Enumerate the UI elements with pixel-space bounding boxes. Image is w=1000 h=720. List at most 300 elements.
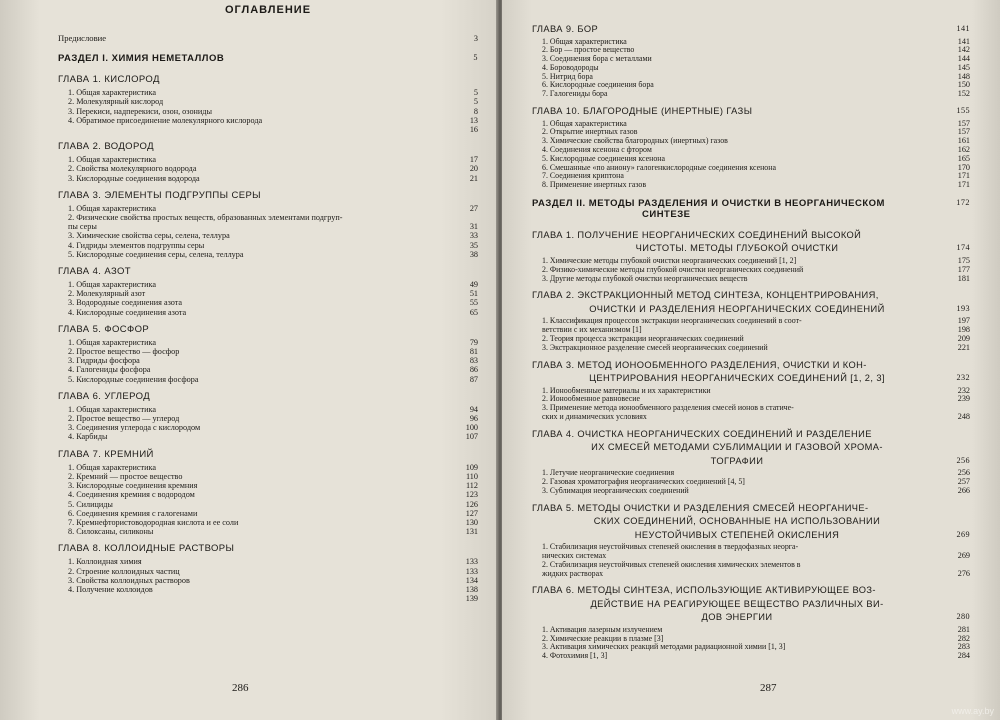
section-title	[58, 53, 478, 64]
section-2-page: 172	[956, 197, 970, 207]
toc-entry-label: 5. Силициды	[68, 499, 113, 509]
toc-entry-page: 133	[465, 557, 478, 567]
toc-entry-page: 198	[957, 325, 970, 335]
toc-entry-label: 2. Бор — простое вещество	[542, 46, 635, 55]
toc-entry-page: 65	[469, 307, 478, 317]
chapter-title	[532, 429, 970, 440]
chapter-title-text: ЦЕНТРИРОВАНИЯ НЕОРГАНИЧЕСКИХ СОЕДИНЕНИЙ [1, 2, 3]	[589, 373, 885, 384]
toc-entry	[58, 356, 478, 365]
toc-entry-label: 1. Классификация процессов экстракции неорганических соединений в соот-	[542, 317, 802, 326]
toc-entry	[532, 55, 970, 64]
toc-entry-page: 152	[957, 89, 970, 99]
toc-entry	[532, 570, 970, 579]
toc-entry	[58, 414, 478, 423]
toc-entry	[532, 266, 970, 275]
chapter-title-text: ГЛАВА 6. МЕТОДЫ СИНТЕЗА, ИСПОЛЬЗУЮЩИЕ АКТИВИРУЮЩЕЕ ВОЗ-	[532, 585, 876, 596]
section-title-2	[532, 198, 970, 220]
toc-entry-label: 2. Химические реакции в плазме [3]	[542, 634, 664, 643]
chapter-title-text: ГЛАВА 9. БОР	[532, 24, 599, 34]
toc-entry-page: 171	[957, 180, 970, 190]
toc-entry-label: 7. Галогениды бора	[542, 90, 608, 99]
toc-entry	[532, 181, 970, 190]
toc-entry-label: 4. Кислородные соединения азота	[68, 307, 187, 317]
toc-entry	[58, 250, 478, 259]
toc-entry-page: 145	[957, 62, 970, 72]
toc-entry-page: 87	[469, 374, 478, 384]
chapter-title	[532, 456, 970, 467]
toc-entry	[58, 481, 478, 490]
toc-entry-page: 94	[469, 404, 478, 414]
chapter-title-text: ДЕЙСТВИЕ НА РЕАГИРУЮЩЕЕ ВЕЩЕСТВО РАЗЛИЧНЫХ ВИ-	[590, 598, 884, 609]
right-chapter-list-b	[532, 230, 970, 661]
chapter-title	[58, 543, 478, 554]
toc-entry	[532, 164, 970, 173]
toc-entry	[532, 626, 970, 635]
toc-entry	[532, 413, 970, 422]
toc-entry	[532, 257, 970, 266]
toc-entry-page: 20	[469, 164, 478, 174]
chapter-title-text: ГЛАВА 6. УГЛЕРОД	[58, 390, 151, 402]
preface-label: Предисловие	[58, 34, 107, 43]
chapter-title	[532, 599, 970, 610]
toc-entry-label: 6. Смешанные «по аниону» галогенкислородные соединения ксенона	[542, 163, 776, 172]
toc-entry-page: 138	[465, 584, 478, 594]
toc-entry-label: 1. Общая характеристика	[542, 119, 627, 128]
toc-entry-label: 2. Стабилизация неустойчивых степеней окисления химических элементов в	[542, 560, 801, 569]
chapter-title	[532, 612, 970, 623]
toc-entry	[58, 88, 478, 97]
toc-entry	[532, 46, 970, 55]
chapter-title-text: ГЛАВА 5. ФОСФОР	[58, 323, 150, 335]
chapter-title	[58, 190, 478, 201]
toc-entry-page: 170	[957, 162, 970, 172]
left-page	[0, 0, 498, 720]
chapter-page: 280	[956, 612, 970, 622]
toc-entry-label: 2. Газовая хроматография неорганических соединений [4, 5]	[542, 478, 745, 487]
chapter-title	[532, 503, 970, 514]
toc-entry	[58, 241, 478, 250]
toc-entry	[532, 487, 970, 496]
toc-entry-label: 8. Применение инертных газов	[542, 181, 647, 190]
right-page	[502, 0, 1000, 720]
toc-entry-label: 1. Ионообменные материалы и их характеристики	[542, 386, 711, 395]
toc-entry	[58, 116, 478, 125]
toc-entry-label: 4. Бороводороды	[542, 63, 599, 72]
toc-entry	[532, 73, 970, 82]
toc-entry-page: 239	[957, 394, 970, 404]
toc-entry-label: 1. Общая характеристика	[542, 37, 627, 46]
chapter-title	[532, 442, 970, 453]
toc-entry	[58, 576, 478, 585]
toc-entry-label: 1. Активация лазерным излучением	[542, 625, 663, 634]
chapter-title	[532, 530, 970, 541]
toc-entry	[532, 404, 970, 413]
toc-entry	[58, 125, 478, 134]
toc-entry-label: 3. Соединения углерода с кислородом	[68, 423, 201, 433]
chapter-title	[58, 266, 478, 277]
watermark: www.ay.by	[951, 706, 994, 716]
toc-entry-page: 162	[957, 144, 970, 154]
toc-entry-label: 1. Общая характеристика	[68, 462, 157, 472]
left-chapter	[58, 543, 478, 603]
toc-entry-label: 3. Химические свойства серы, селена, теллура	[68, 231, 230, 241]
toc-entry-page: 283	[957, 642, 970, 652]
toc-entry	[58, 298, 478, 307]
toc-entry	[532, 90, 970, 99]
toc-entry-page: 165	[957, 153, 970, 163]
toc-entry-label: нических системах	[542, 551, 607, 560]
toc-entry-page: 133	[465, 566, 478, 576]
toc-entry	[532, 172, 970, 181]
toc-entry	[58, 500, 478, 509]
toc-entry	[58, 280, 478, 289]
toc-entry-label: 1. Коллоидная химия	[68, 557, 142, 567]
toc-entry	[58, 432, 478, 441]
toc-entry-page: 110	[466, 471, 478, 481]
chapter-title-text: ГЛАВА 10. БЛАГОРОДНЫЕ (ИНЕРТНЫЕ) ГАЗЫ	[532, 106, 753, 117]
toc-entry-page: 16	[469, 125, 478, 135]
right-a-chapter	[532, 24, 970, 99]
toc-entry-page: 79	[469, 337, 478, 347]
chapter-title-text: ИХ СМЕСЕЙ МЕТОДАМИ СУБЛИМАЦИИ И ГАЗОВОЙ ХРОМА-	[591, 442, 883, 453]
section-page: 5	[473, 53, 478, 63]
toc-entry-page: 181	[957, 273, 970, 283]
toc-entry-page: 266	[957, 485, 970, 495]
toc-entry	[532, 128, 970, 137]
toc-entry-label: 2. Молекулярный азот	[68, 289, 146, 299]
toc-entry-label: 4. Карбиды	[68, 432, 108, 442]
chapter-title	[58, 74, 478, 85]
toc-entry-page: 276	[957, 568, 970, 578]
toc-entry	[532, 478, 970, 487]
toc-entry-page: 100	[465, 423, 478, 433]
chapter-title-text: СКИХ СОЕДИНЕНИЙ, ОСНОВАННЫЕ НА ИСПОЛЬЗОВАНИИ	[593, 516, 881, 527]
chapter-title-text: ГЛАВА 3. ЭЛЕМЕНТЫ ПОДГРУППЫ СЕРЫ	[58, 189, 261, 201]
toc-entry	[58, 463, 478, 472]
chapter-title-text: ОЧИСТКИ И РАЗДЕЛЕНИЯ НЕОРГАНИЧЕСКИХ СОЕДИНЕНИЙ	[589, 303, 885, 314]
toc-entry-label: 4. Соединения ксенона с фтором	[542, 145, 652, 154]
toc-entry-label: 2. Простое вещество — фосфор	[68, 347, 180, 357]
toc-entry-page: 109	[465, 462, 478, 472]
chapter-title	[532, 243, 970, 254]
toc-entry	[532, 469, 970, 478]
toc-entry	[58, 518, 478, 527]
toc-entry	[58, 97, 478, 106]
chapter-title	[532, 585, 970, 596]
toc-entry-page: 282	[957, 633, 970, 643]
chapter-page: 269	[956, 529, 970, 539]
toc-entry-page: 130	[465, 517, 478, 527]
chapter-title-text: ГЛАВА 1. ПОЛУЧЕНИЕ НЕОРГАНИЧЕСКИХ СОЕДИНЕНИЙ ВЫСОКОЙ	[532, 229, 862, 240]
chapter-page: 174	[956, 243, 970, 253]
toc-entry-label: 4. Обратимое присоединение молекулярного кислорода	[68, 115, 263, 125]
toc-entry	[58, 472, 478, 481]
toc-entry-label: 3. Кислородные соединения кремния	[68, 481, 198, 491]
toc-entry	[532, 652, 970, 661]
toc-entry-label: 2. Физические свойства простых веществ, образованных элементами подгруп-	[68, 213, 343, 223]
toc-entry-label: ских и динамических условиях	[542, 412, 647, 421]
chapter-title	[58, 391, 478, 402]
chapter-title-text: ЧИСТОТЫ. МЕТОДЫ ГЛУБОКОЙ ОЧИСТКИ	[635, 243, 839, 254]
toc-entry-page: 281	[957, 624, 970, 634]
toc-entry-page: 31	[469, 222, 478, 232]
toc-entry-label: 3. Активация химических реакций методами радиационной химии [1, 3]	[542, 643, 786, 652]
toc-entry-page: 21	[469, 173, 478, 183]
toc-entry	[58, 231, 478, 240]
toc-entry-label: 2. Строение коллоидных частиц	[68, 566, 180, 576]
toc-entry-label: 6. Кислородные соединения бора	[542, 81, 654, 90]
toc-entry	[532, 81, 970, 90]
toc-entry	[58, 164, 478, 173]
toc-entry-label: 5. Кислородные соединения фосфора	[68, 374, 199, 384]
toc-entry	[532, 552, 970, 561]
toc-entry	[58, 509, 478, 518]
toc-entry	[58, 174, 478, 183]
chapter-title	[532, 304, 970, 315]
left-chapter	[58, 266, 478, 317]
toc-entry-page: 157	[957, 127, 970, 137]
chapter-title-text: ДОВ ЭНЕРГИИ	[701, 612, 773, 623]
toc-entry	[58, 107, 478, 116]
toc-entry-label: 3. Соединения бора с металлами	[542, 55, 652, 64]
toc-entry-page: 139	[465, 594, 478, 604]
toc-entry	[532, 561, 970, 570]
toc-entry	[532, 344, 970, 353]
toc-entry-page: 157	[957, 118, 970, 128]
toc-entry	[58, 527, 478, 536]
chapter-title	[532, 360, 970, 371]
toc-entry-page: 83	[469, 356, 478, 366]
toc-entry	[58, 204, 478, 213]
section-2-line1: РАЗДЕЛ II. МЕТОДЫ РАЗДЕЛЕНИЯ И ОЧИСТКИ В НЕОРГАНИЧЕСКОМ	[532, 197, 885, 209]
toc-entry-label: 6. Соединения кремния с галогенами	[68, 508, 198, 518]
toc-entry-page: 232	[957, 385, 970, 395]
chapter-title-text: ГЛАВА 2. ВОДОРОД	[58, 141, 154, 153]
chapter-page: 141	[956, 24, 970, 33]
toc-entry-page: 33	[469, 231, 478, 241]
toc-entry-page: 81	[469, 347, 478, 357]
section-2-line2: СИНТЕЗЕ	[642, 208, 691, 220]
toc-entry-label: 3. Экстракционное разделение смесей неорганических соединений	[542, 343, 768, 352]
toc-entry	[58, 423, 478, 432]
toc-entry-label: 5. Кислородные соединения серы, селена, теллура	[68, 249, 244, 259]
toc-entry-label: 3. Применение метода ионообменного разделения смесей ионов в статиче-	[542, 404, 794, 413]
toc-entry-page: 221	[957, 342, 970, 352]
chapter-title	[58, 141, 478, 152]
toc-entry-label: 2. Физико-химические методы глубокой очистки неорганических соединений	[542, 265, 804, 274]
toc-entry	[532, 335, 970, 344]
toc-entry-label: 4. Галогениды фосфора	[68, 365, 151, 375]
preface-row	[58, 34, 478, 43]
toc-entry-label: 1. Общая характеристика	[68, 88, 157, 98]
toc-entry-page: 55	[469, 298, 478, 308]
toc-entry-label: 5. Кислородные соединения ксенона	[542, 154, 666, 163]
toc-entry-label: 4. Соединения кремния с водородом	[68, 490, 195, 500]
chapter-title-text: ГЛАВА 2. ЭКСТРАКЦИОННЫЙ МЕТОД СИНТЕЗА, КОНЦЕНТРИРОВАНИЯ,	[532, 290, 879, 301]
right-b-chapter	[532, 360, 970, 422]
left-chapter	[58, 74, 478, 134]
toc-entry-page: 8	[473, 106, 478, 116]
toc-entry-page: 177	[957, 264, 970, 274]
chapter-title-text: ГЛАВА 3. МЕТОД ИОНООБМЕННОГО РАЗДЕЛЕНИЯ, ОЧИСТКИ И КОН-	[532, 359, 867, 370]
toc-entry-label: 7. Соединения криптона	[542, 172, 624, 181]
toc-entry-label: 7. Кремнефтористоводородная кислота и ее соли	[68, 517, 239, 527]
chapter-title-text: ГЛАВА 8. КОЛЛОИДНЫЕ РАСТВОРЫ	[58, 543, 235, 555]
toc-entry	[58, 557, 478, 566]
toc-entry	[532, 275, 970, 284]
toc-entry-page: 257	[957, 477, 970, 487]
toc-entry	[532, 317, 970, 326]
right-b-chapter	[532, 503, 970, 579]
right-b-chapter	[532, 230, 970, 283]
page-number-right: 287	[760, 682, 777, 694]
toc-entry	[532, 64, 970, 73]
toc-entry-page: 13	[469, 115, 478, 125]
right-b-chapter	[532, 290, 970, 352]
chapter-title-text: ГЛАВА 5. МЕТОДЫ ОЧИСТКИ И РАЗДЕЛЕНИЯ СМЕСЕЙ НЕОРГАНИЧЕ-	[532, 502, 869, 513]
toc-entry	[58, 594, 478, 603]
toc-entry	[58, 289, 478, 298]
chapter-title-text: ГЛАВА 4. ОЧИСТКА НЕОРГАНИЧЕСКИХ СОЕДИНЕНИЙ И РАЗДЕЛЕНИЕ	[532, 428, 872, 439]
chapter-title-text: НЕУСТОЙЧИВЫХ СТЕПЕНЕЙ ОКИСЛЕНИЯ	[634, 529, 840, 540]
chapter-title	[58, 449, 478, 460]
toc-entry-page: 27	[469, 203, 478, 213]
toc-entry-label: 1. Общая характеристика	[68, 337, 157, 347]
toc-entry-label: 4. Фотохимия [1, 3]	[542, 652, 608, 661]
toc-entry-label: 3. Перекиси, надперекиси, озон, озониды	[68, 106, 212, 116]
chapter-title	[532, 373, 970, 384]
toc-entry-page: 197	[957, 316, 970, 326]
toc-title: ОГЛАВЛЕНИЕ	[224, 4, 312, 16]
toc-entry	[532, 137, 970, 146]
toc-entry-page: 51	[469, 289, 478, 299]
toc-entry-label: ветствии с их механизмом [1]	[542, 326, 642, 335]
toc-entry	[532, 38, 970, 47]
toc-entry-label: 3. Свойства коллоидных растворов	[68, 575, 190, 585]
right-a-chapter	[532, 106, 970, 190]
toc-entry-label: 1. Общая характеристика	[68, 280, 157, 290]
toc-entry-page: 38	[469, 249, 478, 259]
toc-entry	[58, 213, 478, 222]
chapter-title-text: ТОГРАФИИ	[710, 455, 764, 466]
toc-entry	[58, 308, 478, 317]
toc-entry	[532, 146, 970, 155]
toc-entry-label: 3. Химические свойства благородных (инертных) газов	[542, 137, 728, 146]
toc-entry-label: 1. Общая характеристика	[68, 155, 157, 165]
toc-entry-page: 112	[466, 481, 478, 491]
toc-entry-page: 49	[469, 280, 478, 290]
toc-entry-label: 3. Гидриды фосфора	[68, 356, 140, 366]
toc-entry	[58, 338, 478, 347]
section-label: РАЗДЕЛ I. ХИМИЯ НЕМЕТАЛЛОВ	[58, 53, 225, 65]
toc-entry-label: 1. Общая характеристика	[68, 404, 157, 414]
toc-entry	[532, 387, 970, 396]
toc-entry-label: 2. Ионообменное равновесие	[542, 395, 640, 404]
toc-entry-label: 1. Химические методы глубокой очистки неорганических соединений [1, 2]	[542, 256, 797, 265]
chapter-title-text: ГЛАВА 4. АЗОТ	[58, 266, 131, 278]
toc-entry	[58, 405, 478, 414]
toc-entry	[58, 155, 478, 164]
toc-entry-page: 209	[957, 333, 970, 343]
toc-entry-page: 284	[957, 651, 970, 661]
toc-entry	[58, 490, 478, 499]
page-number-left: 286	[232, 682, 249, 694]
toc-entry-page: 123	[465, 490, 478, 500]
left-chapter	[58, 391, 478, 442]
toc-entry	[532, 635, 970, 644]
toc-entry-page: 142	[957, 45, 970, 55]
chapter-title-text: ГЛАВА 1. КИСЛОРОД	[58, 74, 160, 86]
toc-entry	[532, 326, 970, 335]
toc-entry-label: 3. Сублимация неорганических соединений	[542, 486, 689, 495]
toc-entry-page: 134	[465, 575, 478, 585]
toc-entry-label: пы серы	[68, 222, 97, 232]
chapter-title	[532, 290, 970, 301]
toc-entry-label: 2. Открытие инертных газов	[542, 128, 638, 137]
toc-entry	[58, 567, 478, 576]
preface-page: 3	[473, 34, 478, 43]
chapter-title	[532, 24, 970, 35]
toc-entry-page: 5	[473, 97, 478, 107]
toc-entry-page: 96	[469, 414, 478, 424]
toc-entry-page: 127	[465, 508, 478, 518]
left-chapter	[58, 324, 478, 384]
toc-entry-label: 4. Получение коллоидов	[68, 584, 153, 594]
chapter-title	[532, 516, 970, 527]
toc-entry-label: 1. Стабилизация неустойчивых степеней окисления в твердофазных неорга-	[542, 543, 799, 552]
toc-entry-page: 5	[473, 88, 478, 98]
toc-entry-label: 2. Теория процесса экстракции неорганических соединений	[542, 334, 744, 343]
toc-entry	[532, 155, 970, 164]
chapter-title	[532, 230, 970, 241]
toc-entry-label: 3. Другие методы глубокой очистки неорганических веществ	[542, 274, 748, 283]
toc-entry-page: 175	[957, 255, 970, 265]
toc-entry	[58, 222, 478, 231]
chapter-page: 256	[956, 455, 970, 465]
toc-entry-page: 141	[957, 36, 970, 46]
chapter-title-text: ГЛАВА 7. КРЕМНИЙ	[58, 448, 154, 460]
left-chapter	[58, 190, 478, 259]
chapter-title	[532, 106, 970, 117]
toc-entry-label: 1. Летучие неорганические соединения	[542, 469, 675, 478]
toc-entry-label: 3. Кислородные соединения водорода	[68, 173, 200, 183]
right-b-chapter	[532, 585, 970, 661]
toc-entry-label: 3. Водородные соединения азота	[68, 298, 183, 308]
toc-entry	[532, 543, 970, 552]
toc-entry-page: 269	[957, 550, 970, 560]
right-chapter-list-a	[532, 24, 970, 190]
toc-entry-page: 144	[957, 54, 970, 64]
toc-entry	[58, 365, 478, 374]
toc-entry-page: 161	[957, 136, 970, 146]
toc-entry-page: 148	[957, 71, 970, 81]
toc-entry-page: 131	[465, 527, 478, 537]
toc-entry-page: 107	[465, 432, 478, 442]
chapter-title	[58, 324, 478, 335]
toc-entry-label: 5. Нитрид бора	[542, 72, 593, 81]
toc-entry-page: 248	[957, 411, 970, 421]
chapter-page: 155	[956, 106, 970, 116]
toc-entry	[58, 585, 478, 594]
toc-entry-label: 2. Свойства молекулярного водорода	[68, 164, 197, 174]
toc-entry	[532, 395, 970, 404]
toc-entry	[532, 120, 970, 129]
left-chapter	[58, 449, 478, 537]
toc-entry-page: 171	[957, 171, 970, 181]
toc-entry-label: 8. Силоксаны, силиконы	[68, 527, 154, 537]
toc-entry-page: 126	[465, 499, 478, 509]
toc-entry	[58, 375, 478, 384]
